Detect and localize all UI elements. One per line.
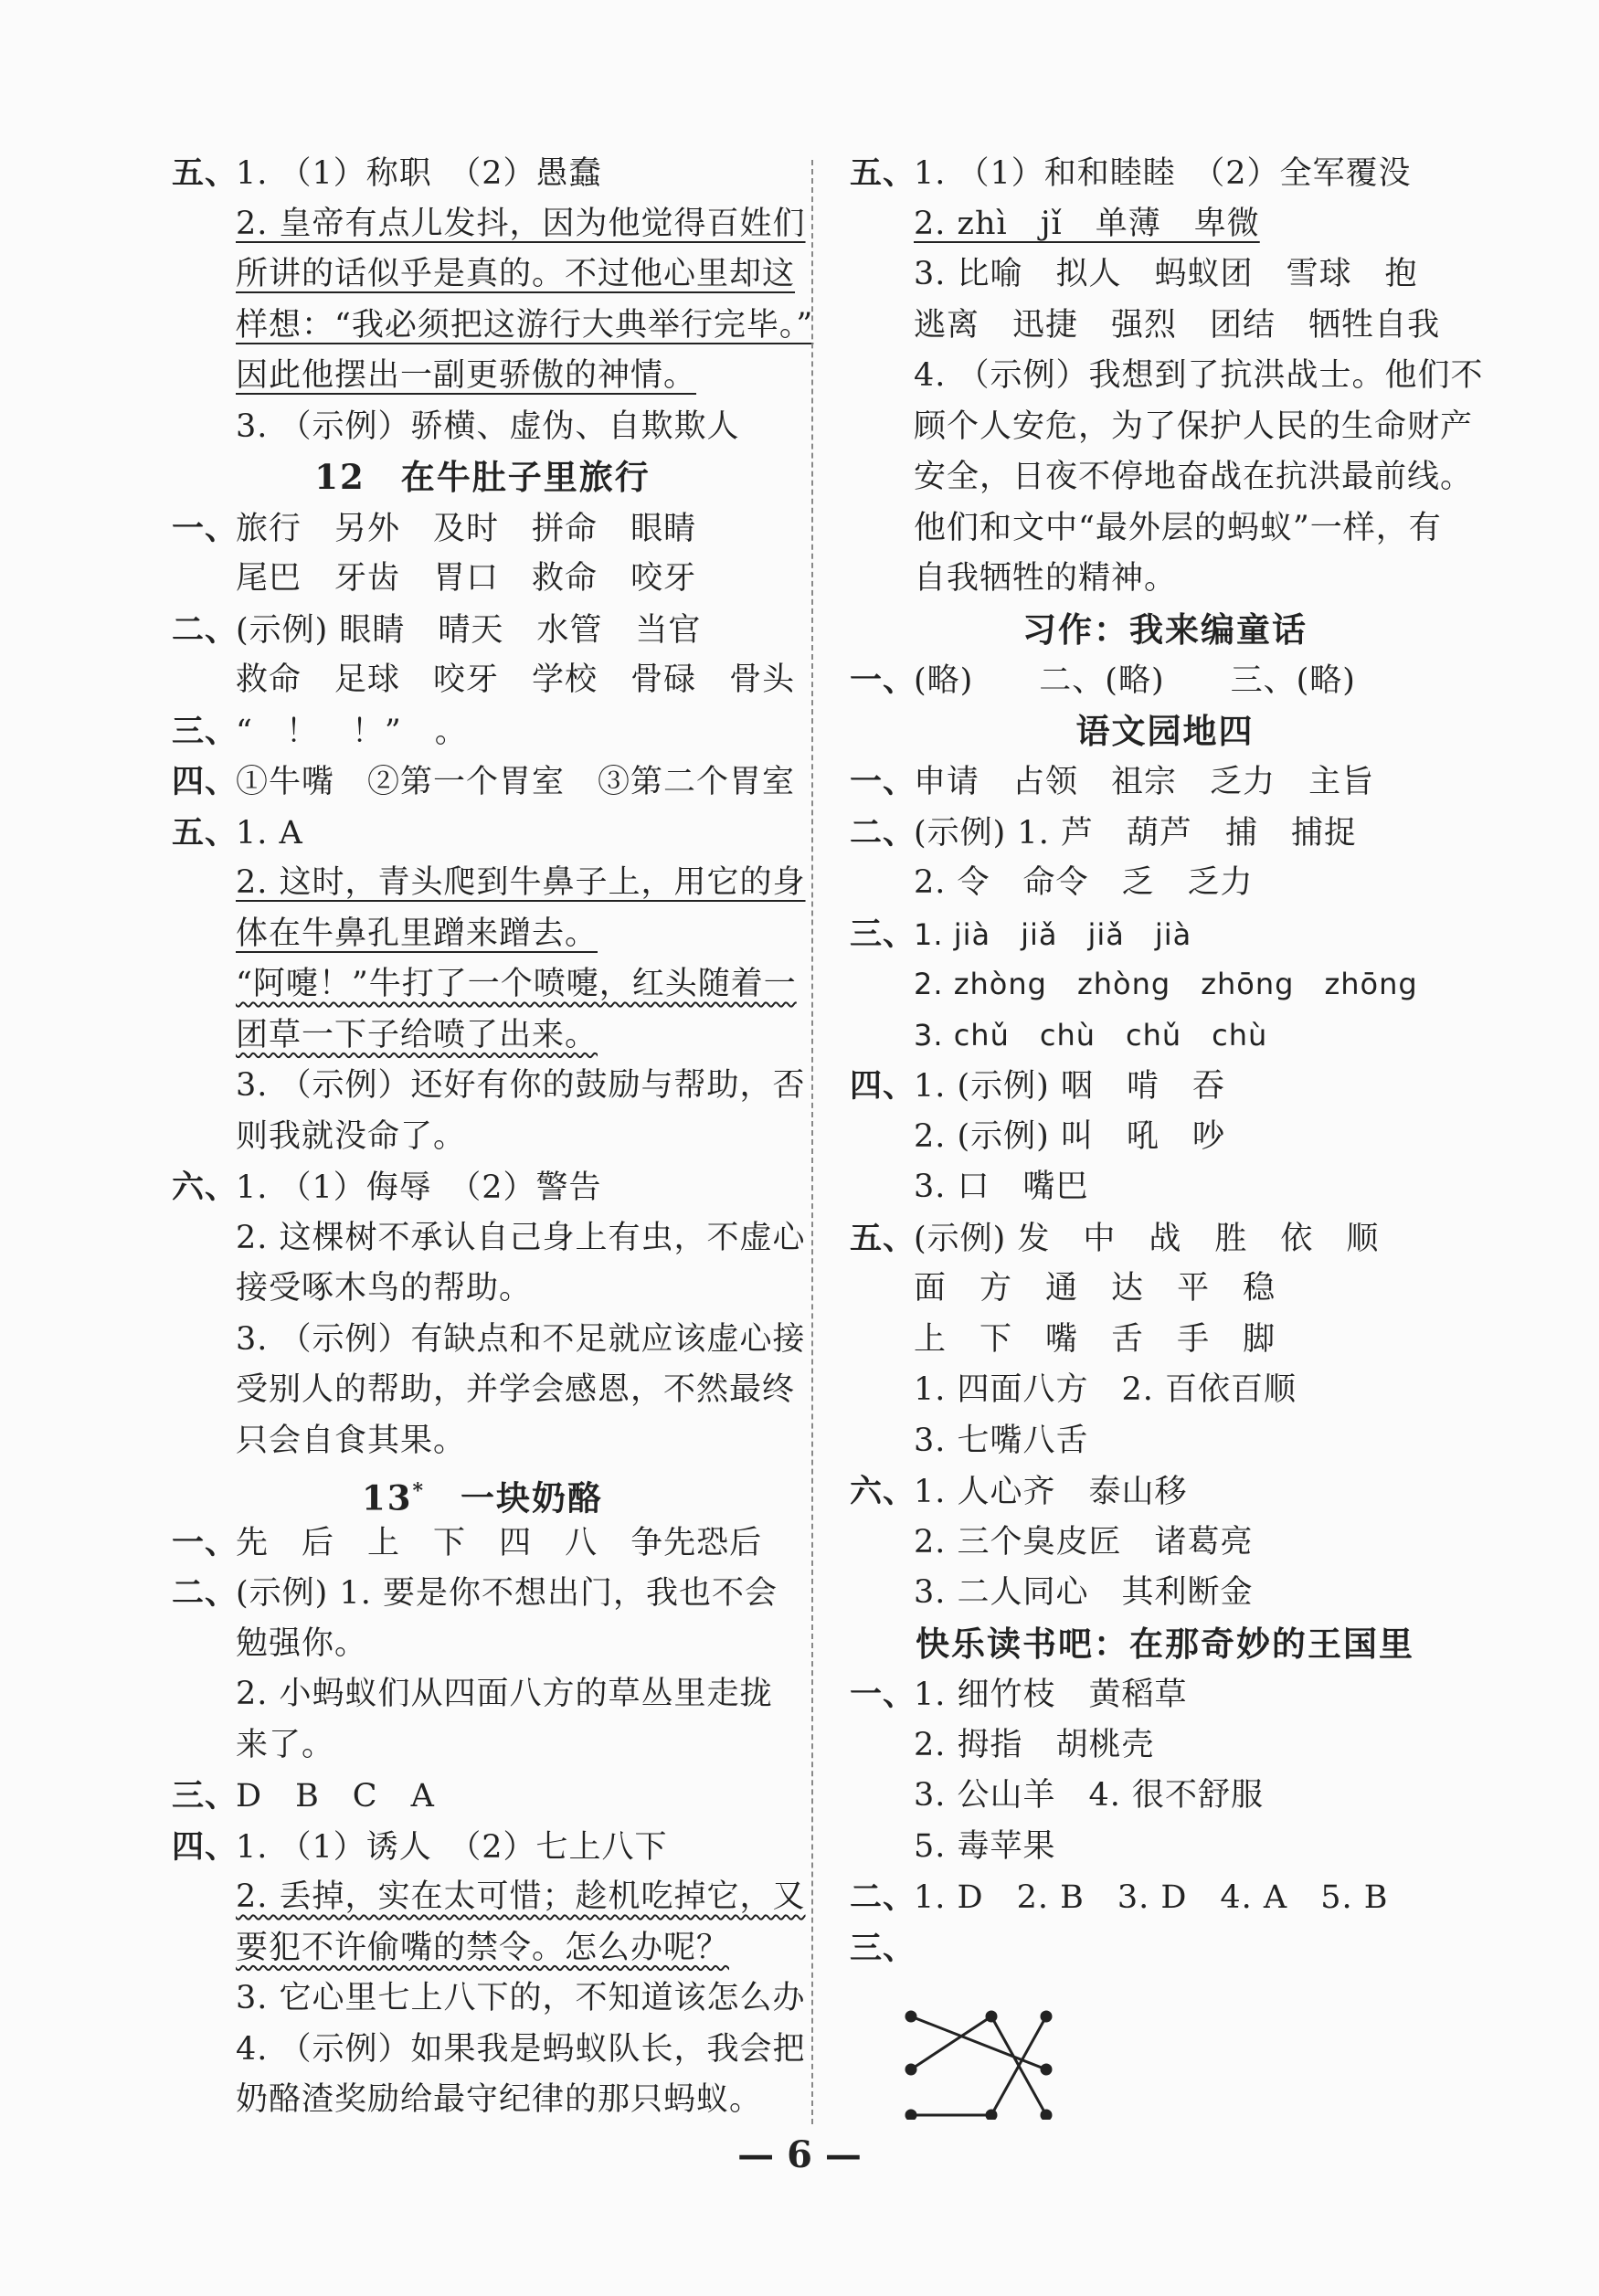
- answer-line: [172, 249, 796, 301]
- answer-text: 3. 口 嘴巴: [914, 1169, 1089, 1205]
- answer-line: [850, 452, 1480, 503]
- answer-text: 1. 人心齐 泰山移: [914, 1474, 1188, 1510]
- answer-token: 3. 比喻: [914, 256, 1023, 292]
- answer-item: [172, 1568, 793, 1619]
- item-label: 一、: [850, 1676, 916, 1713]
- answer-token: 上: [367, 1524, 401, 1561]
- match-dot: [906, 2012, 916, 2021]
- answer-text: (示例) 眼睛 晴天 水管 当官: [236, 611, 702, 649]
- answer-text: 3. （示例）还好有你的鼓励与帮助，否: [236, 1067, 806, 1104]
- answer-line: [850, 1720, 1480, 1772]
- answer-text: 只会自食其果。: [236, 1422, 467, 1459]
- answer-text: 1. （1）侮辱 （2）警告: [236, 1169, 602, 1206]
- match-dot: [987, 2012, 996, 2021]
- answer-item: [850, 808, 1480, 859]
- answer-token: 足球: [334, 661, 401, 698]
- answer-line: [172, 1315, 806, 1366]
- heading-text: 12 在牛肚子里旅行: [314, 457, 651, 497]
- answer-token: 救命: [236, 661, 302, 698]
- heading-asterisk: *: [412, 1479, 425, 1503]
- answer-text: 奶酪渣奖励给最守纪律的那只蚂蚁。: [236, 2081, 763, 2118]
- answer-token: 拟人: [1055, 256, 1122, 292]
- answer-text: 1. A: [236, 814, 303, 852]
- answer-text: (示例) 发 中 战 胜 依 顺: [914, 1220, 1380, 1257]
- answer-item: [850, 1213, 1480, 1264]
- item-label: 一、: [850, 763, 916, 800]
- section-heading: [850, 605, 1480, 656]
- heading-text: 13: [361, 1477, 413, 1518]
- answer-text: “阿嚏！”牛打了一个喷嚏，红头随着一: [236, 966, 797, 1002]
- answer-token: 上: [914, 1320, 948, 1358]
- answer-text: 样想：“我必须把这游行大典举行完毕。”: [236, 306, 814, 344]
- item-label: 三、: [172, 712, 238, 750]
- heading-text: 快乐读书吧：在那奇妙的王国里: [916, 1623, 1414, 1664]
- answer-text: 1. （1）诱人 （2）七上八下: [236, 1828, 668, 1866]
- page-number: — 6 —: [737, 2133, 862, 2176]
- answer-token: 申请: [914, 764, 980, 800]
- answer-text: 则我就没命了。: [236, 1117, 467, 1155]
- item-label: 三、: [172, 1777, 238, 1815]
- answer-text: 2. zhòng zhòng zhōng zhōng: [914, 967, 1418, 1001]
- answer-text: 体在牛鼻孔里蹭来蹭去。: [236, 915, 598, 952]
- answer-line: [172, 402, 793, 453]
- section-heading: [850, 706, 1480, 757]
- answer-item: [850, 757, 1480, 808]
- answer-text: 1. 四面八方 2. 百依百顺: [914, 1371, 1297, 1408]
- answer-token: 旅行: [236, 510, 302, 547]
- answer-token: 嘴: [1045, 1320, 1079, 1358]
- answer-token: 八: [565, 1524, 598, 1561]
- answer-text: 1. (示例) 咽 啃 吞: [914, 1068, 1225, 1105]
- answer-token: 稳: [1243, 1270, 1276, 1307]
- answer-token: C: [352, 1778, 378, 1815]
- answer-token: 主旨: [1308, 764, 1375, 800]
- answer-token: 面: [914, 1270, 948, 1307]
- answer-item: [850, 1061, 1480, 1112]
- answer-line: [850, 199, 1480, 250]
- answer-token: D: [236, 1778, 263, 1815]
- answer-item: [850, 655, 1480, 706]
- answer-text: 3. （示例）有缺点和不足就应该虚心接: [236, 1320, 806, 1358]
- answer-token: 抱: [1384, 256, 1418, 292]
- answer-text: 2. 皇帝有点儿发抖，因为他觉得百姓们: [236, 205, 806, 242]
- answer-text: 所讲的话似乎是真的。不过他心里却这: [236, 256, 796, 292]
- answer-line: [850, 1315, 1480, 1366]
- answer-line: [850, 1162, 1480, 1213]
- answer-token: 蚂蚁团: [1154, 256, 1254, 292]
- item-label: 二、: [850, 1878, 916, 1916]
- answer-token: 舌: [1111, 1320, 1145, 1358]
- answer-token: 后: [302, 1524, 335, 1561]
- answer-line: [850, 1518, 1480, 1569]
- answer-text: 3. 它心里七上八下的，不知道该怎么办: [236, 1980, 806, 2016]
- answer-token: 达: [1111, 1270, 1145, 1307]
- answer-line: [172, 1720, 793, 1772]
- answer-line: [850, 249, 1480, 301]
- answer-text: 安全，日夜不停地奋战在抗洪最前线。: [914, 459, 1474, 495]
- answer-text: 2. zhì jǐ 单薄 卑微: [914, 205, 1260, 242]
- answer-line: [172, 1416, 793, 1467]
- answer-line: [172, 1264, 793, 1315]
- answer-token: 咬牙: [433, 661, 500, 698]
- answer-text: 他们和文中“最外层的蚂蚁”一样，有: [914, 509, 1442, 546]
- answer-item: [172, 1518, 793, 1569]
- answer-text: (示例) 1. 芦 葫芦 捕 捕捉: [914, 814, 1357, 852]
- answer-token: A: [410, 1778, 435, 1815]
- item-label: 一、: [850, 661, 916, 699]
- answer-line: [172, 301, 814, 352]
- answer-token: 平: [1177, 1270, 1211, 1307]
- answer-item: [172, 706, 793, 757]
- answer-text: 要犯不许偷嘴的禁令。怎么办呢？: [236, 1929, 730, 1966]
- answer-token: 强烈: [1111, 306, 1178, 344]
- answer-token: 胃口: [433, 560, 500, 597]
- answer-text: 2. 三个臭皮匠 诸葛亮: [914, 1523, 1254, 1561]
- left-column: [172, 148, 814, 2126]
- answer-line: [172, 959, 797, 1010]
- answer-line: [172, 351, 793, 402]
- answer-text: 3. chǔ chù chǔ chù: [914, 1017, 1268, 1053]
- answer-text: 2. 小蚂蚁们从四面八方的草丛里走拢: [236, 1676, 773, 1712]
- answer-token: 及时: [433, 510, 500, 547]
- answer-line: [850, 959, 1480, 1010]
- answer-item: [850, 148, 1480, 199]
- item-label: 三、: [850, 1929, 916, 1967]
- answer-text: 1. 细竹枝 黄稻草: [914, 1677, 1188, 1713]
- answer-text: 3. 七嘴八舌: [914, 1422, 1089, 1459]
- answer-line: [172, 909, 793, 960]
- answer-item: [850, 1669, 1480, 1720]
- answer-line: [850, 402, 1480, 453]
- match-dot: [906, 2111, 916, 2120]
- answer-text: 顾个人安危，为了保护人民的生命财产: [914, 407, 1474, 445]
- section-heading: [172, 452, 793, 503]
- answer-line: [172, 1213, 806, 1264]
- answer-line: [850, 1568, 1480, 1619]
- answer-line: [172, 2025, 806, 2076]
- answer-token: 骨头: [729, 661, 796, 698]
- answer-token: 下: [433, 1524, 467, 1561]
- item-label: 四、: [850, 1067, 916, 1105]
- answer-token: 乏力: [1210, 764, 1276, 800]
- answer-token: 祖宗: [1111, 764, 1178, 800]
- answer-token: 通: [1045, 1270, 1079, 1307]
- answer-item: [850, 1923, 1480, 1974]
- answer-token: 牺牲自我: [1308, 306, 1441, 344]
- answer-token: 拼命: [532, 510, 598, 547]
- answer-line: [172, 1619, 793, 1670]
- answer-text: 1. （1）称职 （2）愚蠢: [236, 155, 602, 192]
- answer-item: [172, 503, 793, 555]
- answer-line: [850, 1010, 1480, 1062]
- answer-token: 脚: [1243, 1320, 1276, 1358]
- answer-text: 1. jià jiǎ jiǎ jià: [914, 916, 1192, 952]
- answer-text: 3. （示例）骄横、虚伪、自欺欺人: [236, 407, 740, 445]
- answer-item: [172, 605, 793, 656]
- answer-text: 4. （示例）如果我是蚂蚁队长，我会把: [236, 2030, 806, 2068]
- answer-text: 接受啄木鸟的帮助。: [236, 1270, 533, 1307]
- item-label: 二、: [172, 1574, 238, 1612]
- item-label: 三、: [850, 915, 916, 953]
- answer-line: [850, 503, 1480, 555]
- item-label: 四、: [172, 1827, 238, 1866]
- answer-item: [850, 1872, 1480, 1923]
- answer-text: 2. 丢掉，实在太可惜；趁机吃掉它，又: [236, 1878, 806, 1915]
- answer-line: [172, 554, 793, 605]
- item-label: 五、: [850, 1219, 916, 1257]
- answer-token: 咬牙: [630, 560, 697, 597]
- answer-token: 骨碌: [630, 661, 697, 698]
- answer-text: 3. 二人同心 其利断金: [914, 1574, 1254, 1611]
- answer-token: 四: [499, 1524, 533, 1561]
- answer-line: [172, 1112, 793, 1163]
- answer-text: 勉强你。: [236, 1624, 368, 1662]
- answer-token: 牙齿: [334, 560, 401, 597]
- item-label: 五、: [172, 813, 238, 852]
- answer-item: [172, 808, 793, 859]
- answer-line: [850, 1822, 1480, 1873]
- item-label: 六、: [172, 1169, 238, 1206]
- answer-line: [172, 1923, 793, 1974]
- answer-text: 5. 毒苹果: [914, 1827, 1056, 1865]
- heading-title: 一块奶酪: [425, 1477, 603, 1518]
- match-dot: [987, 2111, 996, 2120]
- answer-token: 争先恐后: [630, 1524, 763, 1561]
- answer-item: [172, 1822, 793, 1873]
- answer-line: [172, 858, 806, 909]
- answer-line: [850, 351, 1484, 402]
- item-label: 四、: [172, 763, 238, 800]
- matching-diagram: [900, 2005, 1083, 2120]
- answer-token: 团结: [1210, 306, 1276, 344]
- answer-text: 1. （1）和和睦睦 （2）全军覆没: [914, 155, 1412, 192]
- answer-text: 3. 公山羊 4. 很不舒服: [914, 1777, 1265, 1814]
- answer-line: [850, 301, 1480, 352]
- answer-token: 眼睛: [630, 510, 697, 547]
- match-dot: [1042, 2012, 1051, 2021]
- heading-text: 语文园地四: [1075, 710, 1255, 751]
- answer-text: “ ！ ！” 。: [236, 713, 468, 750]
- answer-token: 雪球: [1286, 256, 1352, 292]
- answer-line: [172, 1872, 806, 1923]
- answer-text: 因此他摆出一副更骄傲的神情。: [236, 357, 697, 394]
- answer-text: 1. D 2. B 3. D 4. A 5. B: [914, 1879, 1389, 1916]
- answer-line: [850, 858, 1480, 909]
- answer-line: [850, 554, 1480, 605]
- answer-token: 占领: [1012, 764, 1079, 800]
- match-dot: [1042, 2065, 1051, 2074]
- answer-line: [850, 1264, 1480, 1315]
- answer-line: [172, 1061, 806, 1112]
- section-heading: [172, 1466, 793, 1518]
- item-label: 二、: [172, 610, 238, 649]
- answer-text: 4. （示例）我想到了抗洪战士。他们不: [914, 357, 1484, 394]
- answer-item: [172, 1162, 793, 1213]
- answer-text: (示例) 1. 要是你不想出门，我也不会: [236, 1575, 778, 1612]
- answer-line: [850, 1416, 1480, 1467]
- answer-text: 2. 令 命令 乏 乏力: [914, 864, 1254, 901]
- answer-line: [172, 1973, 806, 2025]
- item-label: 一、: [172, 509, 238, 547]
- item-label: 五、: [850, 154, 916, 192]
- answer-token: B: [295, 1778, 320, 1815]
- answer-text: 来了。: [236, 1726, 335, 1763]
- answer-text: ①牛嘴 ②第一个胃室 ③第二个胃室: [236, 764, 796, 800]
- answer-item: [850, 1466, 1480, 1518]
- answer-line: [172, 1010, 793, 1062]
- item-label: 五、: [172, 154, 238, 192]
- answer-token: 下: [980, 1320, 1013, 1358]
- section-heading: [850, 1619, 1480, 1670]
- item-label: 二、: [850, 813, 916, 852]
- answer-line: [850, 1365, 1480, 1416]
- answer-item: [172, 757, 796, 808]
- answer-token: 方: [980, 1270, 1013, 1307]
- answer-text: 团草一下子给喷了出来。: [236, 1016, 598, 1053]
- answer-text: 自我牺牲的精神。: [914, 560, 1178, 597]
- answer-token: 学校: [532, 661, 598, 698]
- answer-item: [850, 909, 1480, 960]
- answer-line: [172, 655, 796, 706]
- answer-token: 救命: [532, 560, 598, 597]
- match-dot: [1042, 2111, 1051, 2120]
- answer-token: 先: [236, 1524, 270, 1561]
- answer-text: 受别人的帮助，并学会感恩，不然最终: [236, 1371, 796, 1408]
- answer-text: 2. 拇指 胡桃壳: [914, 1726, 1155, 1763]
- answer-line: [850, 1112, 1480, 1163]
- answer-line: [172, 2075, 793, 2126]
- item-label: 六、: [850, 1473, 916, 1510]
- answer-token: 逃离: [914, 306, 980, 344]
- column-divider: [811, 160, 813, 2124]
- answer-text: 2. (示例) 叫 吼 吵: [914, 1117, 1225, 1155]
- answer-item: [172, 148, 793, 199]
- item-label: 一、: [172, 1523, 238, 1561]
- answer-token: 手: [1177, 1320, 1211, 1358]
- answer-token: 另外: [334, 510, 401, 547]
- answer-line: [172, 1365, 796, 1416]
- answer-item: [172, 1771, 793, 1822]
- heading-text: 习作：我来编童话: [1022, 608, 1308, 650]
- answer-line: [172, 199, 806, 250]
- answer-text: 2. 这棵树不承认自己身上有虫，不虚心: [236, 1219, 806, 1256]
- answer-text: (略) 二、(略) 三、(略): [914, 662, 1356, 699]
- answer-token: 尾巴: [236, 560, 302, 597]
- answer-text: 2. 这时，青头爬到牛鼻子上，用它的身: [236, 864, 806, 901]
- answer-line: [850, 1771, 1480, 1822]
- answer-line: [172, 1669, 793, 1720]
- answer-token: 迅捷: [1012, 306, 1079, 344]
- match-dot: [906, 2065, 916, 2074]
- right-column: [850, 148, 1484, 1973]
